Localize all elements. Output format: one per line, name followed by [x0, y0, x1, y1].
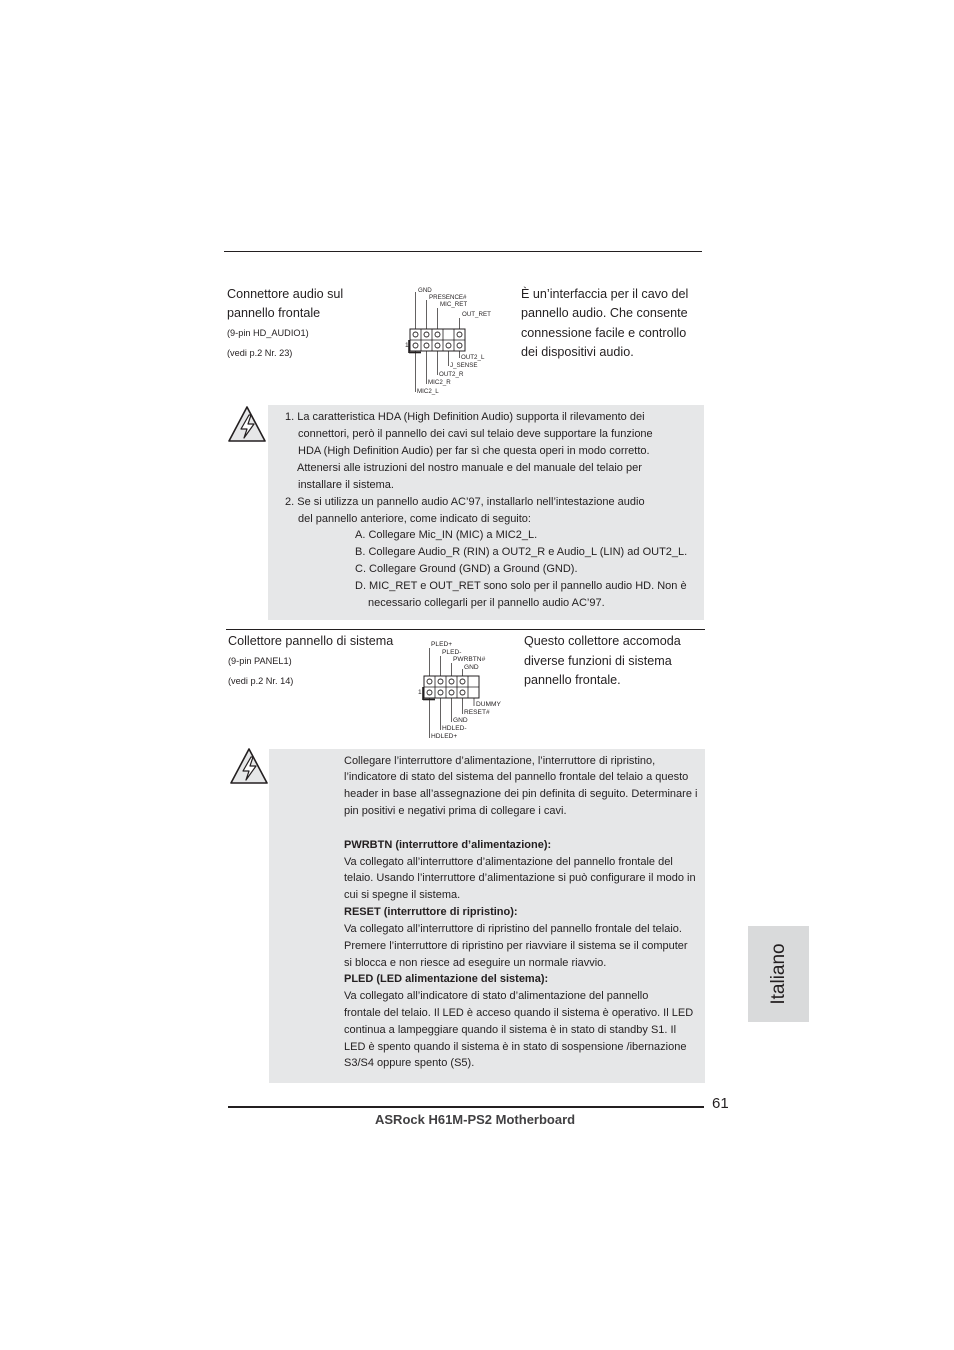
note1-line: A. Collegare Mic_IN (MIC) a MIC2_L. — [355, 529, 538, 541]
note2-intro-line: pin positivi e negativi prima di collegare i cavi. — [344, 805, 567, 817]
panel-pin-reset: RESET# — [464, 709, 490, 716]
reset-line: Premere l’interruttore di ripristino per riavviare il sistema se il computer — [344, 940, 688, 952]
panel-ref: (vedi p.2 Nr. 14) — [228, 676, 294, 686]
panel-header-diagram — [418, 638, 508, 742]
audio-pin-presence: PRESENCE# — [429, 294, 467, 301]
footer-product: ASRock H61M-PS2 Motherboard — [375, 1112, 576, 1127]
audio-ref: (vedi p.2 Nr. 23) — [227, 348, 293, 358]
note1-line: HDA (High Definition Audio) per far sì che questa operi in modo corretto. — [298, 445, 650, 457]
audio-desc-line2: pannello audio. Che consente — [521, 306, 688, 320]
pwrbtn-heading: PWRBTN (interruttore d’alimentazione): — [344, 839, 552, 851]
pled-line: Va collegato all’indicatore di stato d’alimentazione del pannello — [344, 990, 649, 1002]
note1-line: installare il sistema. — [298, 479, 394, 491]
pled-line: frontale del telaio. Il LED è acceso quando il sistema è operativo. Il LED — [344, 1007, 694, 1019]
language-tab-label: Italiano — [767, 943, 789, 1005]
note1-line: D. MIC_RET e OUT_RET sono solo per il pannello audio HD. Non è — [355, 580, 687, 592]
audio-pin-out2-r: OUT2_R — [439, 371, 464, 378]
pwrbtn-line: cui si spegne il sistema. — [344, 889, 461, 901]
footer-rule — [228, 1106, 704, 1108]
audio-pin-j-sense: J_SENSE — [450, 362, 478, 369]
audio-header-diagram — [405, 284, 505, 400]
panel-pin-gnd-top: GND — [464, 664, 479, 671]
note2-intro-line: l’indicatore di stato del sistema del pannello frontale del telaio a questo — [344, 771, 689, 783]
audio-pin-mic2-r: MIC2_R — [428, 379, 451, 386]
reset-line: si blocca e non riesce ad eseguire un normale riavvio. — [344, 957, 607, 969]
audio-desc-line1: È un’interfaccia per il cavo del — [521, 287, 689, 301]
panel-pin-gnd-bottom: GND — [453, 717, 468, 724]
audio-pin-mic-ret: MIC_RET — [440, 301, 468, 308]
pled-line: S3/S4 oppure spento (S5). — [344, 1057, 475, 1069]
audio-pin-name: (9-pin HD_AUDIO1) — [227, 328, 309, 338]
panel-pin-dummy: DUMMY — [476, 701, 501, 708]
reset-heading: RESET (interruttore di ripristino): — [344, 906, 518, 918]
note1-line: B. Collegare Audio_R (RIN) a OUT2_R e Audio_L (LIN) ad OUT2_L. — [355, 546, 688, 558]
pled-line: LED è spento quando il sistema è in stato di sospensione /ibernazione — [344, 1041, 687, 1053]
note1-line: necessario collegarli per il pannello audio AC’97. — [368, 597, 605, 609]
audio-pin-gnd: GND — [418, 287, 432, 294]
note1-line: Attenersi alle istruzioni del nostro manuale e del manuale del telaio per — [297, 462, 642, 474]
language-tab — [748, 926, 809, 1022]
audio-title-line1: Connettore audio sul — [227, 287, 344, 301]
top-rule — [224, 251, 702, 252]
warning-triangle-icon — [228, 746, 270, 786]
page-number: 61 — [712, 1095, 729, 1112]
pwrbtn-line: Va collegato all’interruttore d’alimentazione del pannello frontale del — [344, 856, 673, 868]
note1-line: 2. Se si utilizza un pannello audio AC’97, installarlo nell’intestazione audio — [285, 496, 645, 508]
panel-desc-line1: Questo collettore accomoda — [524, 634, 681, 648]
note1-line: C. Collegare Ground (GND) a Ground (GND). — [355, 563, 578, 575]
pled-heading: PLED (LED alimentazione del sistema): — [344, 973, 549, 985]
pled-line: continua a lampeggiare quando il sistema è in stato di standby S1. Il — [344, 1024, 677, 1036]
reset-line: Va collegato all’interruttore di ripristino del pannello frontale del telaio. — [344, 923, 682, 935]
note1-line: 1. La caratteristica HDA (High Definition Audio) supporta il rilevamento dei — [285, 411, 645, 423]
warning-triangle-icon — [226, 404, 268, 444]
audio-title-line2: pannello frontale — [227, 306, 321, 320]
panel-pin-pled-minus: PLED- — [442, 649, 462, 656]
audio-pin-out2-l: OUT2_L — [461, 354, 485, 361]
note1-line: del pannello anteriore, come indicato di seguito: — [298, 513, 531, 525]
panel-pin-hdled-minus: HDLED- — [442, 725, 467, 732]
panel-pin-pwrbtn: PWRBTN# — [453, 656, 486, 663]
note2-box — [269, 749, 705, 1083]
panel-pin-one: 1 — [418, 689, 422, 696]
audio-desc-line4: dei dispositivi audio. — [521, 345, 634, 359]
panel-desc-line3: pannello frontale. — [524, 673, 621, 687]
panel-title: Collettore pannello di sistema — [228, 634, 394, 648]
audio-pin-out-ret: OUT_RET — [462, 311, 491, 318]
note1-line: connettori, però il pannello dei cavi sul telaio deve supportare la funzione — [298, 428, 653, 440]
note2-intro-line: Collegare l’interruttore d’alimentazione, l’interruttore di ripristino, — [344, 755, 656, 767]
panel-pin-pled-plus: PLED+ — [431, 641, 453, 648]
panel-desc-line2: diverse funzioni di sistema — [524, 654, 672, 668]
audio-desc-line3: connessione facile e controllo — [521, 326, 687, 340]
panel-section-rule — [226, 629, 705, 630]
note1-box — [268, 405, 704, 620]
panel-pin-hdled-plus: HDLED+ — [431, 733, 458, 740]
panel-pin-name: (9-pin PANEL1) — [228, 656, 292, 666]
audio-pin-one: 1 — [405, 342, 409, 349]
audio-pin-mic2-l: MIC2_L — [417, 388, 439, 395]
pwrbtn-line: telaio. Usando l’interruttore d’alimentazione si può configurare il modo in — [344, 872, 696, 884]
note2-intro-line: header in base all’assegnazione dei pin definita di seguito. Determinare i — [344, 788, 698, 800]
